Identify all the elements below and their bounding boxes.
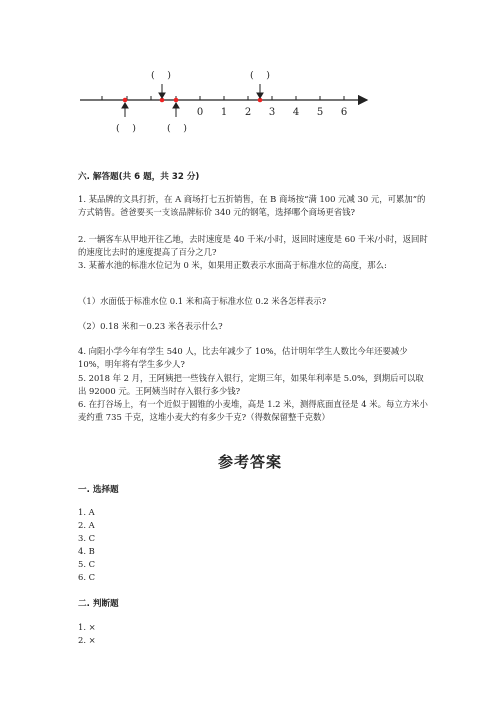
point-c <box>174 98 179 103</box>
number-line-figure <box>0 0 500 150</box>
answer-item: 4. B <box>78 546 95 556</box>
answers-section-1-heading: 一. 选择题 <box>78 485 119 495</box>
answers-section-2-heading: 二. 判断题 <box>78 599 119 609</box>
question-6: 6. 在打谷场上，有一个近似于圆锥的小麦堆，高是 1.2 米，测得底面直径是 4 米。每立方米小麦约重 735 千克，这堆小麦大约有多少千克?（得数保留整千克数） <box>78 399 428 423</box>
tick-label-5: 5 <box>316 107 324 118</box>
answer-item: 3. C <box>78 533 96 543</box>
blank-bottom-left: ( ) <box>116 123 136 134</box>
blank-bottom-right: ( ) <box>167 123 187 134</box>
question-5: 5. 2018 年 2 月，王阿姨把一些钱存入银行，定期三年，如果年利率是 5.0%，到期后可以取出 92000 元。王阿姨当时存入银行多少钱? <box>78 373 424 397</box>
blank-top-right: ( ) <box>250 70 270 81</box>
answer-item: 6. C <box>78 572 96 582</box>
tick-label-4: 4 <box>292 107 300 118</box>
tick-label-6: 6 <box>340 107 348 118</box>
answer-item: 1. × <box>78 622 96 632</box>
question-2: 2. 一辆客车从甲地开往乙地，去时速度是 40 千米/小时，返回时速度是 60 千米/小时，返回时的速度比去时的速度提高了百分之几? <box>78 234 428 258</box>
answer-item: 5. C <box>78 559 96 569</box>
answers-title: 参考答案 <box>217 453 282 471</box>
question-3: 3. 某蓄水池的标准水位记为 0 米，如果用正数表示水面高于标准水位的高度，那么: <box>78 260 387 270</box>
section-6-heading: 六. 解答题(共 6 题，共 32 分) <box>78 172 200 182</box>
tick-label-3: 3 <box>268 107 276 118</box>
answer-item: 2. × <box>78 635 96 645</box>
answer-item: 1. A <box>78 507 95 517</box>
question-1: 1. 某品牌的文具打折，在 A 商场打七五折销售，在 B 商场按“满 100 元减 30 元，可累加”的方式销售。爸爸要买一支该品牌标价 340 元的钢笔，选择哪个商场更省钱? <box>78 194 426 218</box>
question-3-part-1: （1）水面低于标准水位 0.1 米和高于标准水位 0.2 米各怎样表示? <box>78 296 327 306</box>
question-4: 4. 向阳小学今年有学生 540 人，比去年减少了 10%，估计明年学生人数比今年还要减少 10%，明年将有学生多少人? <box>78 346 408 370</box>
question-3-part-2: （2）0.18 米和－0.23 米各表示什么? <box>78 321 223 331</box>
point-a <box>123 98 128 103</box>
tick-label-0: 0 <box>196 107 204 118</box>
tick-label-2: 2 <box>244 107 252 118</box>
blank-top-left: ( ) <box>151 70 171 81</box>
tick-label-1: 1 <box>220 107 228 118</box>
answer-item: 2. A <box>78 520 95 530</box>
